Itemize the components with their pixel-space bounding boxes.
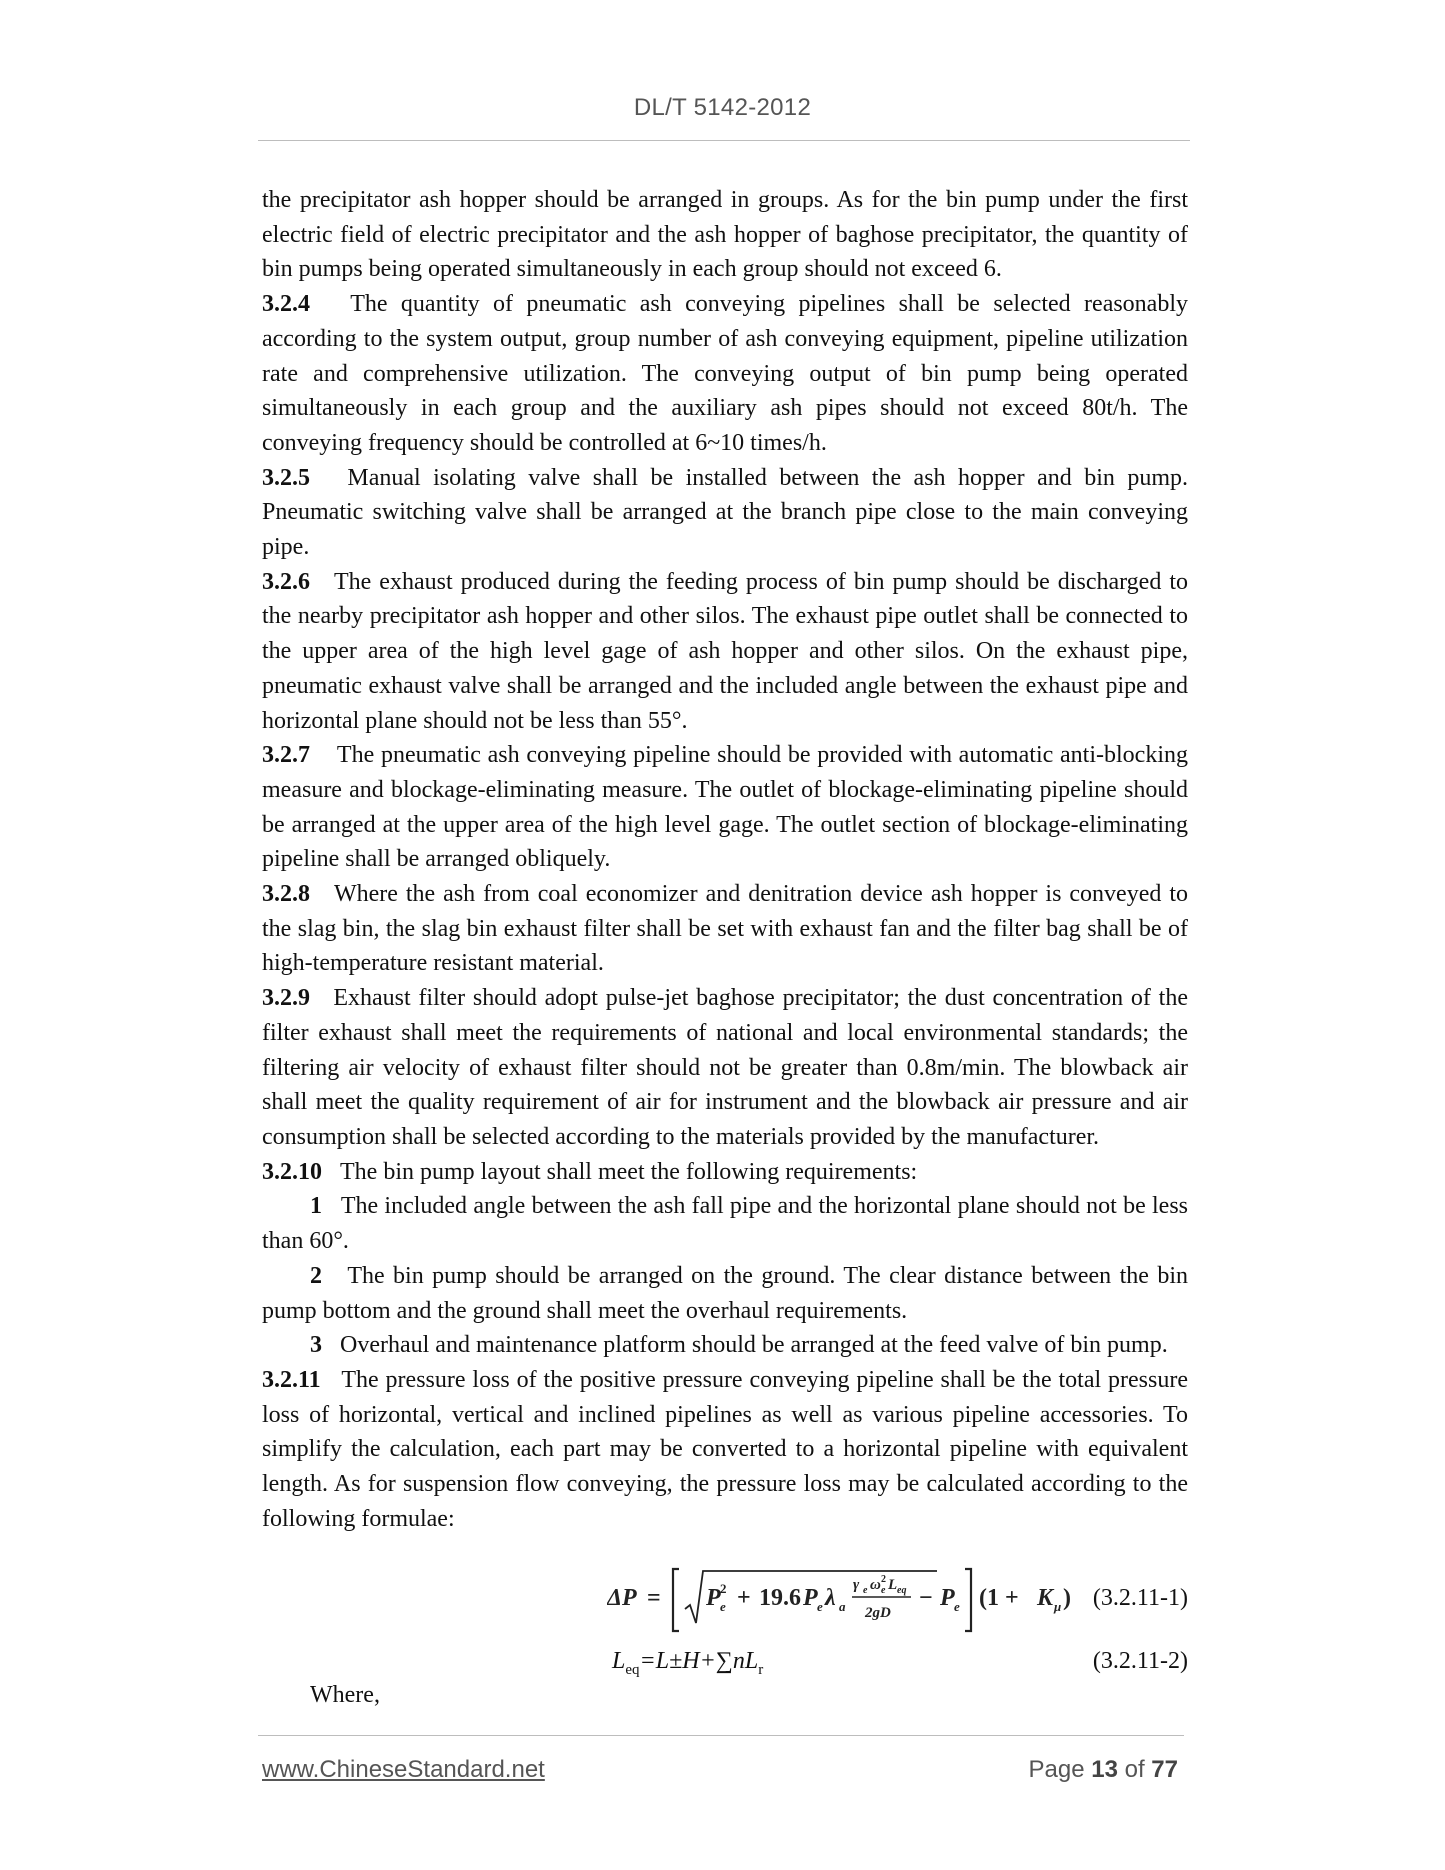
eq-lambda: λ [825,1585,836,1611]
list-item [262,1189,1188,1258]
right-bracket [965,1569,971,1631]
document-header: DL/T 5142-2012 [633,94,812,121]
eq-close: ) [1063,1585,1071,1611]
page-current: 13 [1091,1756,1118,1783]
formula-equivalent-length [262,1640,1188,1680]
clause-3-2-6 [262,565,1188,739]
eq-sup-2-b: 2 [881,1574,886,1585]
eq2-L: L [612,1648,626,1674]
clause-text: The pressure loss of the positive pressure conveying pipeline shall be the total pressure loss of horizontal, vertical and inclined pipelines as well as various pipeline accessories. To simplify the calculation, each part may be converted to a horizontal pipeline with equivalent length. As for suspension flow conveying, the pressure loss may be calculated according to the following formulae: [262,1366,1188,1532]
clause-text: Manual isolating valve shall be installed between the ash hopper and bin pump. Pneumatic switching valve shall be arranged at the branch pipe close to the main conveying pipe. [262,464,1188,561]
page-of: of [1124,1756,1145,1783]
clause-text: The quantity of pneumatic ash conveying pipelines shall be selected reasonably according to the system output, group number of ash conveying equipment, pipeline utilization rate and comprehensive utilization. The conveying output of bin pump being operated simultaneously in each group and the auxiliary ash pipes should not exceed 80t/h. The conveying frequency should be controlled at 6~10 times/h. [262,291,1189,456]
clause-3-2-9 [262,981,1188,1155]
page-total: 77 [1151,1756,1178,1783]
list-item [262,1259,1188,1328]
eq-one-plus: (1 + [979,1585,1019,1611]
clause-3-2-5 [262,461,1188,565]
eq-equals: = [647,1585,661,1611]
eq2-sub-r: r [758,1661,764,1678]
item-number: 1 [310,1193,322,1220]
item-number: 2 [310,1262,322,1289]
item-text: The included angle between the ash fall pipe and the horizontal plane should not be less than 60°. [262,1193,1188,1255]
equation-number: (3.2.11-1) [1092,1585,1188,1611]
eq-denominator: 2gD [865,1605,891,1621]
eq-coef: 19.6 [759,1585,801,1611]
eq2-sub-eq: eq [625,1661,640,1678]
eq-sub-mu: μ [1054,1599,1062,1614]
where-label: Where, [310,1682,380,1708]
eq-sub-e-5: e [954,1599,960,1614]
clause-text: Where the ash from coal economizer and denitration device ash hopper is conveyed to the slag bin, the slag bin exhaust filter shall be set with exhaust fan and the filter bag shall be of high-temperature resistant material. [262,881,1188,977]
page-indicator [1029,1756,1179,1784]
equation-number: (3.2.11-2) [1092,1648,1188,1674]
eq-sub-a: a [839,1599,846,1614]
clause-number: 3.2.4 [262,291,310,318]
item-number: 3 [310,1332,322,1359]
eq-sub-e-3: e [863,1585,868,1596]
eq-p-2: P [803,1585,818,1611]
eq-sub-e-2: e [817,1599,823,1614]
clause-text: The exhaust produced during the feeding process of bin pump should be discharged to the nearby precipitator ash hopper and other silos. The exhaust pipe outlet shall be connected to the upper area of the high level gage of ash hopper and other silos. On the exhaust pipe, pneumatic exhaust valve shall be arranged and the included angle between the exhaust pipe and horizontal plane should not be less than 55°. [262,568,1188,734]
item-text: Overhaul and maintenance platform should be arranged at the feed valve of bin pump. [340,1332,1168,1359]
eq-minus: − [919,1585,933,1611]
clause-number: 3.2.8 [262,881,310,908]
pressure-loss-equation [607,1565,1152,1635]
eq-k: K [1037,1585,1054,1611]
formula-pressure-loss [262,1565,1188,1635]
eq-sub-e: e [720,1599,726,1614]
clause-number: 3.2.6 [262,568,310,595]
eq2-mid: =L±H+∑nL [639,1648,759,1674]
website-link[interactable]: www.ChineseStandard.net [262,1756,545,1783]
clause-number: 3.2.5 [262,464,310,491]
clause-text: The bin pump layout shall meet the following requirements: [340,1158,918,1185]
clause-number: 3.2.11 [262,1366,321,1393]
page-prefix: Page [1028,1756,1085,1783]
footer-divider [258,1735,1184,1736]
paragraph-intro [262,183,1188,287]
clause-3-2-10 [262,1155,1188,1190]
left-bracket [673,1569,679,1631]
eq-sub-e-4: e [881,1585,886,1596]
equivalent-length-equation [612,1648,763,1679]
item-text: The bin pump should be arranged on the ground. The clear distance between the bin pump bottom and the ground shall meet the overhaul requirements. [262,1262,1189,1324]
clause-3-2-8 [262,877,1188,981]
eq-lhs: ΔP [607,1585,637,1611]
eq-p: P [706,1585,721,1611]
clause-text: The pneumatic ash conveying pipeline should be provided with automatic anti-blocking measure and blockage-eliminating measure. The outlet of blockage-eliminating pipeline should be arranged at the upper area of the high level gage. The outlet section of blockage-eliminating pipeline shall be arranged obliquely. [262,742,1188,873]
header-divider [258,140,1190,141]
paragraph-text: the precipitator ash hopper should be arranged in groups. As for the bin pump under the first electric field of electric precipitator and the ash hopper of baghose precipitator, the quantity of bin pumps being operated simultaneously in each group should not exceed 6. [262,187,1188,283]
clause-number: 3.2.7 [262,742,310,769]
eq-sup-2: 2 [720,1581,727,1596]
clause-3-2-11 [262,1363,1188,1537]
eq-sub-eq: eq [897,1585,907,1596]
eq-p-3: P [940,1585,955,1611]
clause-number: 3.2.9 [262,985,310,1012]
eq-omega: ω [870,1577,881,1593]
eq-gamma: γ [853,1577,860,1593]
eq-plus: + [737,1585,751,1611]
list-item [262,1328,1188,1363]
clause-3-2-7 [262,738,1188,877]
document-body [262,183,1188,1536]
clause-number: 3.2.10 [262,1158,322,1185]
clause-3-2-4 [262,287,1188,461]
eq-L: L [888,1577,898,1593]
clause-text: Exhaust filter should adopt pulse-jet baghose precipitator; the dust concentration of the filter exhaust shall meet the requirements of national and local environmental standards; the filtering air velocity of exhaust filter should not be greater than 0.8m/min. The blowback air shall meet the quality requirement of air for instrument and the blowback air pressure and air consumption shall be selected according to the materials provided by the manufacturer. [262,985,1189,1150]
